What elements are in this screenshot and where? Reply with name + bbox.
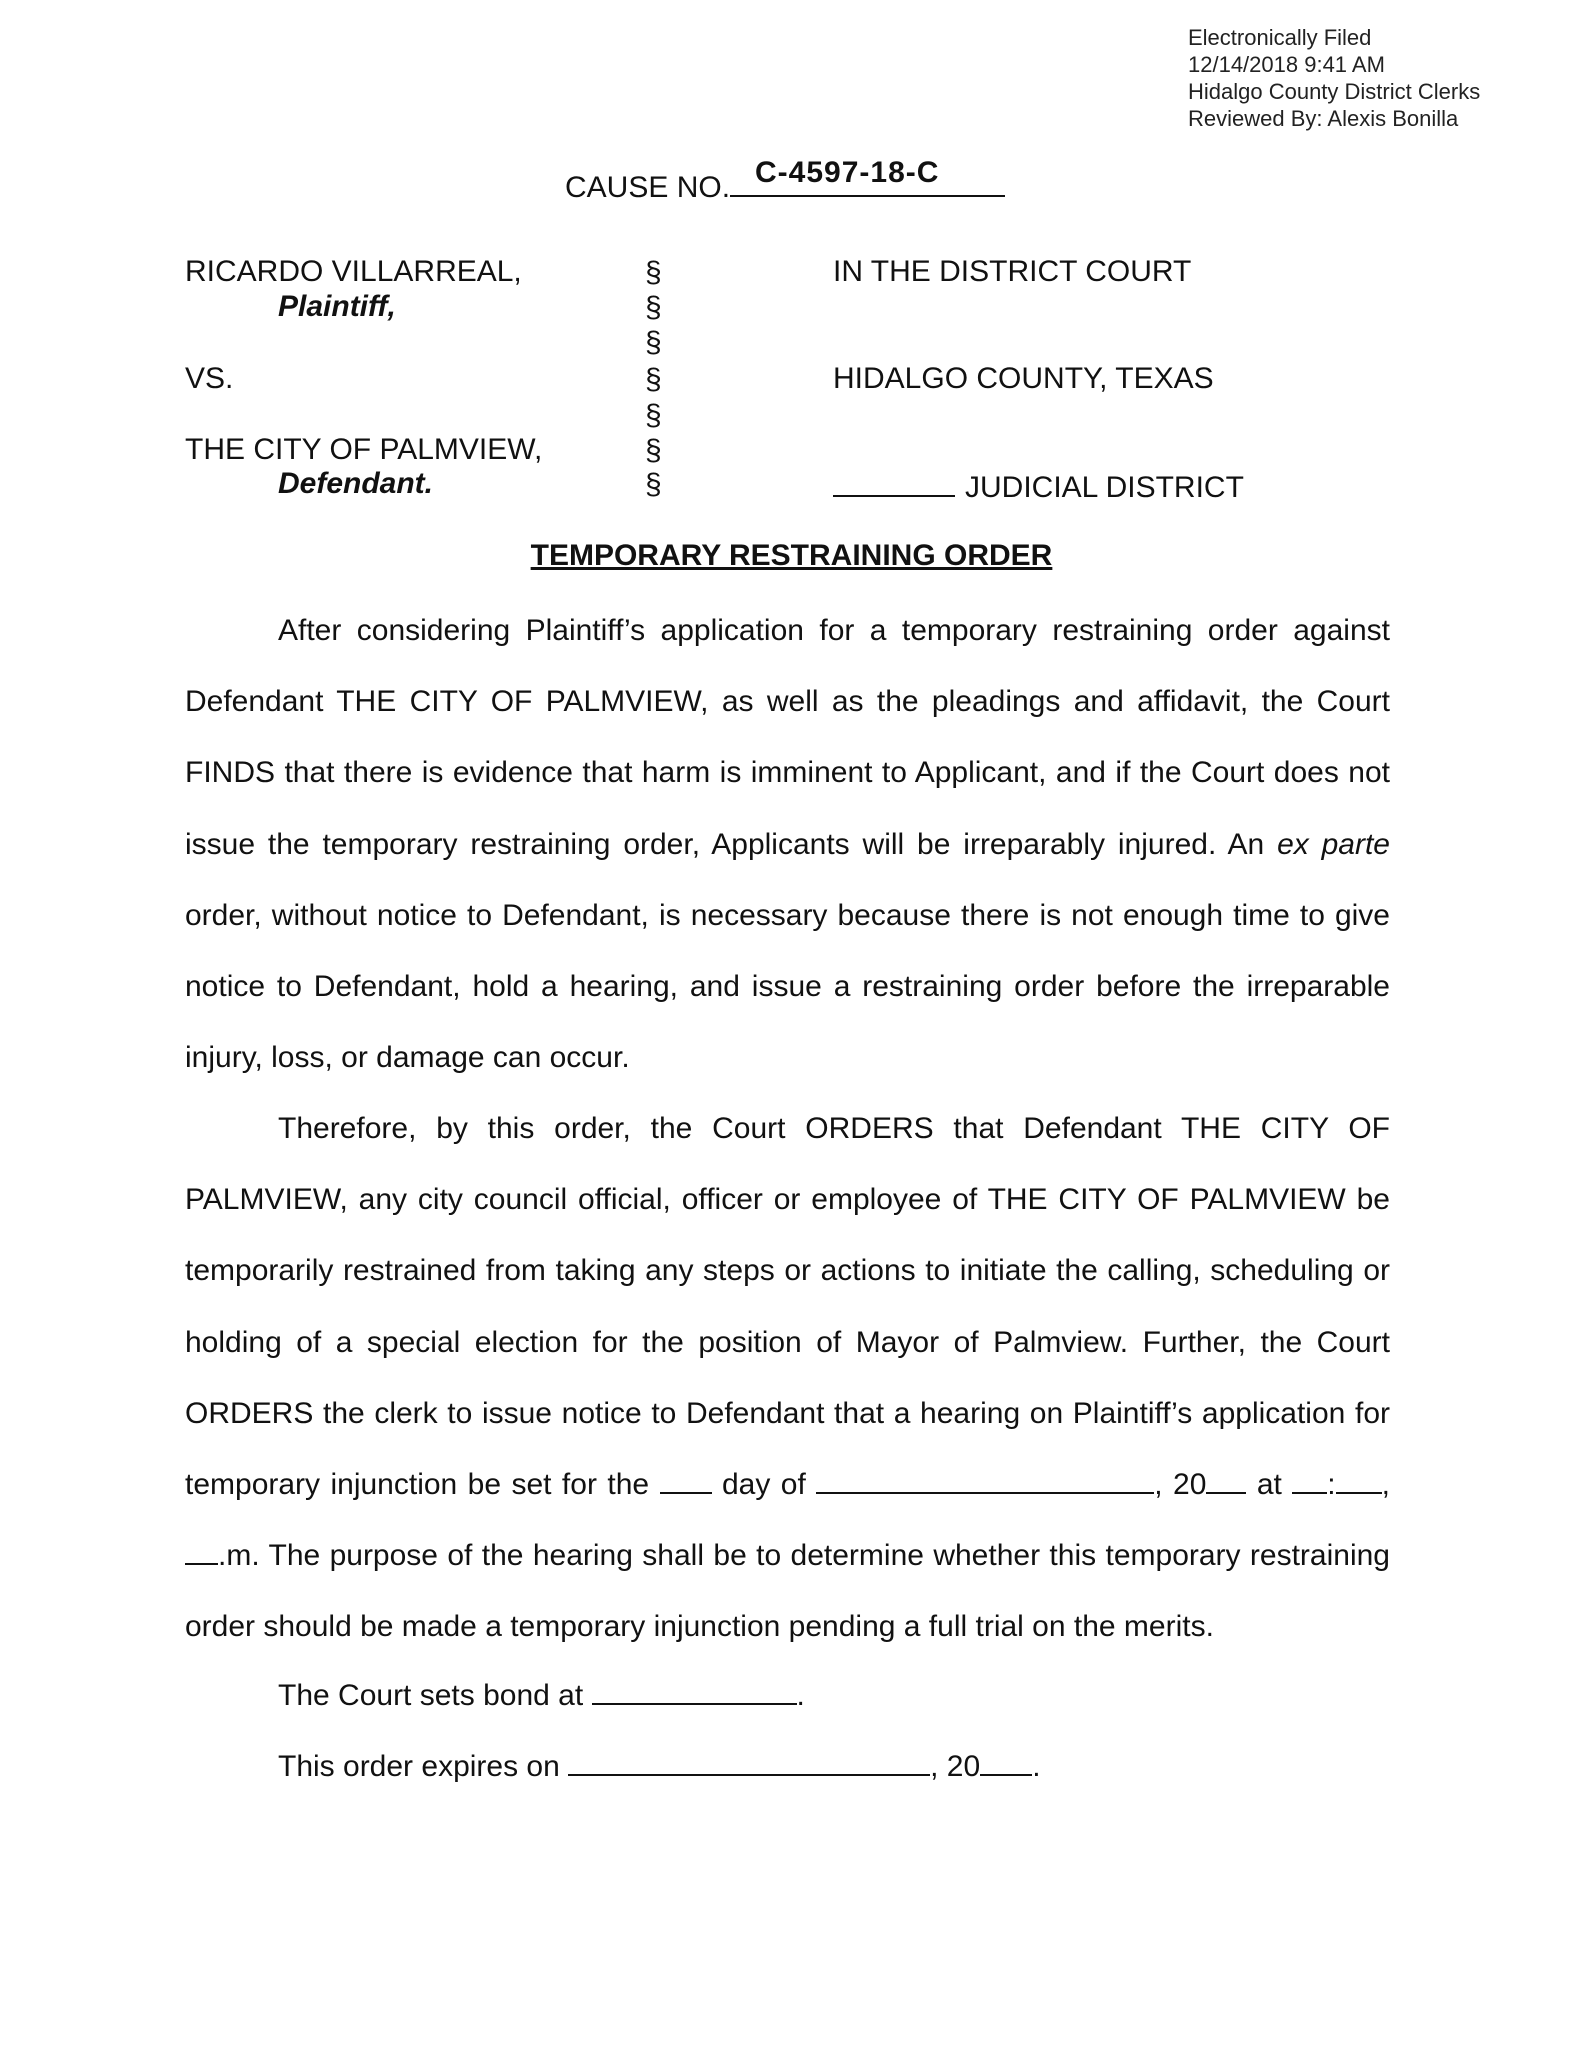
hearing-day-blank [660,1466,712,1494]
expires-end: . [1032,1750,1041,1783]
document-title: TEMPORARY RESTRAINING ORDER [530,539,1053,572]
hearing-hour-blank [1292,1466,1327,1494]
section-symbol: § [645,326,662,359]
bond-line [278,1677,805,1713]
expiration-date-blank [568,1748,930,1776]
orders-text-part1: Therefore, by this order, the Court ORDERS that Defendant THE CITY OF PALMVIEW, any city council official, officer or employee of THE CITY OF PALMVIEW be temporarily restrained from taking any steps or actions to initiate the calling, scheduling or holding of a special election for the position of Mayor of Palmview. Further, the Court ORDERS the clerk to issue notice to Defendant that a hearing on Plaintiff’s application for temporary injunction be set for the [185,1112,1390,1502]
county-name: HIDALGO COUNTY, TEXAS [833,362,1214,395]
plaintiff-name: RICARDO VILLARREAL, [185,255,522,288]
expires-year-prefix: , 20 [930,1750,981,1783]
time-colon: : [1327,1468,1336,1502]
bond-text: The Court sets bond at [278,1679,592,1712]
findings-text-part2: order, without notice to Defendant, is necessary because there is not enough time to give notice to Defendant, hold a hearing, and issue a restraining order before the irreparable injury, loss, or damage can occur. [185,898,1390,1075]
at-text: at [1246,1468,1293,1502]
defendant-name: THE CITY OF PALMVIEW, [185,433,543,466]
year-prefix-text: , 20 [1154,1468,1207,1502]
judicial-district-label: JUDICIAL DISTRICT [965,471,1244,504]
orders-paragraph [185,1093,1390,1663]
section-symbol: § [645,256,662,289]
section-symbol: § [645,291,662,324]
defendant-role: Defendant. [278,467,434,500]
section-symbol: § [645,468,662,501]
judicial-district-line [833,467,1244,505]
hearing-ampm-blank [185,1537,218,1565]
time-comma: , [1381,1468,1390,1502]
plaintiff-role: Plaintiff, [278,290,396,323]
day-of-text: day of [711,1468,817,1502]
expiration-year-blank [980,1748,1032,1776]
hearing-month-blank [816,1466,1154,1494]
hearing-minute-blank [1336,1466,1382,1494]
ex-parte-term: ex parte [1277,827,1390,861]
cause-label: CAUSE NO. [565,171,731,204]
filing-stamp [1188,24,1480,132]
court-name: IN THE DISTRICT COURT [833,255,1192,288]
section-symbol: § [645,434,662,467]
orders-text-part2: .m. The purpose of the hearing shall be to determine whether this temporary restraining order should be made a temporary injunction pending a full trial on the merits. [185,1539,1390,1644]
hearing-year-blank [1206,1466,1246,1494]
bond-end: . [796,1679,805,1712]
stamp-line-datetime: 12/14/2018 9:41 AM [1188,52,1385,77]
stamp-line-reviewer: Reviewed By: Alexis Bonilla [1188,106,1459,131]
section-symbol: § [645,363,662,396]
findings-text-part1: After considering Plaintiff’s application for a temporary restraining order against Defendant THE CITY OF PALMVIEW, as well as the pleadings and affidavit, the Court FINDS that there is evidence that harm is imminent to Applicant, and if the Court does not issue the temporary restraining order, Applicants will be irreparably injured. An [185,614,1390,861]
stamp-line-clerk: Hidalgo County District Clerks [1188,79,1481,104]
section-symbol: § [645,399,662,432]
district-number-blank [833,467,955,497]
expires-text: This order expires on [278,1750,569,1783]
versus-label: VS. [185,362,234,395]
cause-number-value: C-4597-18-C [755,156,940,189]
stamp-line-filed: Electronically Filed [1188,25,1372,50]
findings-paragraph [185,595,1390,1093]
expiration-line [278,1748,1041,1784]
bond-amount-blank [592,1677,797,1705]
